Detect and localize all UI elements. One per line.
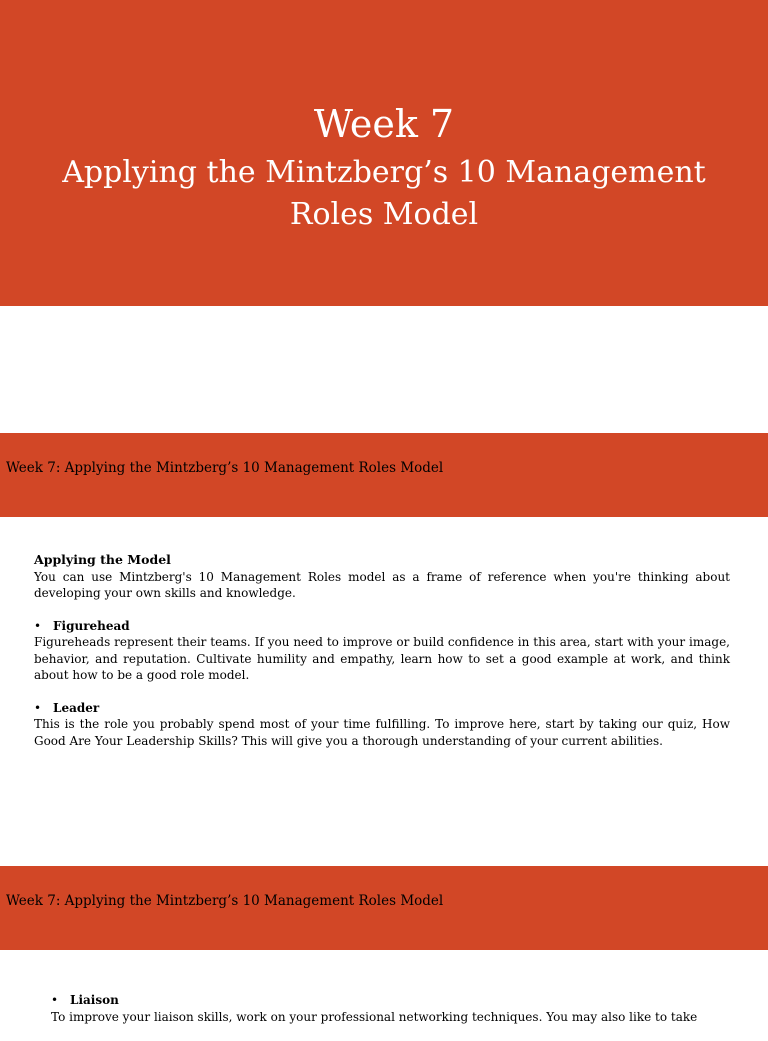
section-header-title: Week 7: Applying the Mintzberg’s 10 Management Roles Model xyxy=(6,460,444,476)
intro-paragraph: You can use Mintzberg's 10 Management Roles model as a frame of reference when you're thinking about developing your own skills and knowledge. xyxy=(34,569,730,600)
bullet-heading-figurehead xyxy=(34,618,730,635)
bullet-text-leader: This is the role you probably spend most of your time fulfilling. To improve here, start by taking our quiz, How Good Are Your Leadership Skills? This will give you a thorough understanding of your current abilities. xyxy=(34,717,730,748)
bullet-icon: • xyxy=(51,993,59,1007)
title-slide xyxy=(0,0,768,306)
bullet-icon: • xyxy=(34,618,42,633)
bullet-title: Figurehead xyxy=(53,618,130,633)
slide-title: Week 7 xyxy=(313,102,455,146)
section-header-band xyxy=(0,866,768,950)
section-title: Applying the Model xyxy=(34,552,171,567)
bullet-heading-leader xyxy=(34,700,730,717)
page-content xyxy=(34,552,730,765)
bullet-icon: • xyxy=(34,700,42,715)
slide-subtitle: Applying the Mintzberg’s 10 Management Roles Model xyxy=(62,155,706,232)
section-header-band xyxy=(0,433,768,517)
page-content xyxy=(51,992,730,1041)
bullet-text-figurehead: Figureheads represent their teams. If you need to improve or build confidence in this area, start with your image, behavior, and reputation. Cultivate humility and empathy, learn how to set a good example at work, and think about how to be a good role model. xyxy=(34,635,730,682)
bullet-title: Liaison xyxy=(70,993,119,1007)
bullet-title: Leader xyxy=(53,700,100,715)
bullet-text-liaison: To improve your liaison skills, work on your professional networking techniques. You may also like to take xyxy=(51,1009,698,1024)
section-header-title: Week 7: Applying the Mintzberg’s 10 Management Roles Model xyxy=(6,893,444,909)
bullet-heading-liaison xyxy=(51,992,730,1009)
